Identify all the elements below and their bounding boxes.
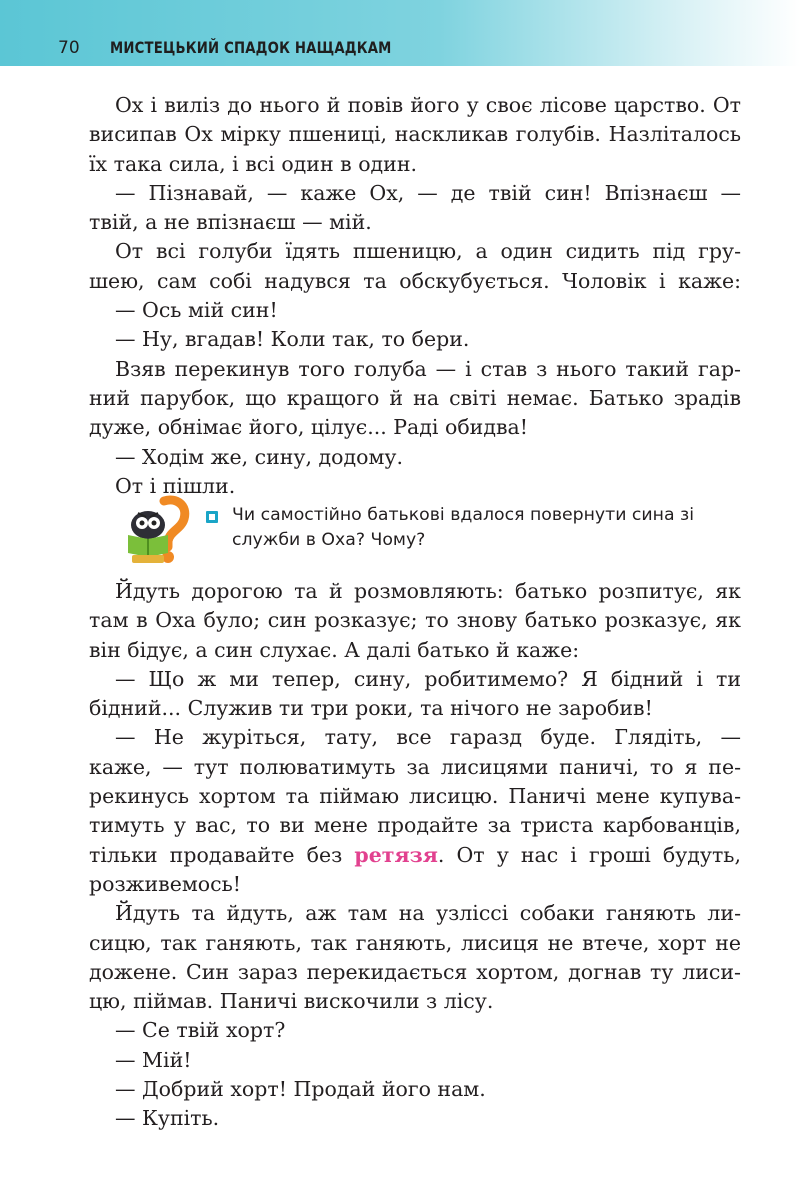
text-line: Йдуть дорогою та й розмовляють: батько розпитує, як xyxy=(115,579,741,603)
text-line-with-term xyxy=(89,841,741,870)
text-line: Ох і виліз до нього й повів його у своє лісове царство. От xyxy=(115,93,741,117)
text-line: твій, а не впізнаєш — мій. xyxy=(89,210,372,235)
text-line: цю, піймав. Паничі вискочили з лісу. xyxy=(89,989,494,1014)
text-fragment: . От у нас і гроші будуть, xyxy=(437,842,741,867)
text-line: він бідує, а син слухає. А далі батько й каже: xyxy=(89,637,580,662)
text-line: — Купіть. xyxy=(115,1106,220,1131)
text-line: тимуть у вас, то ви мене продайте за триста карбованців, xyxy=(89,813,741,838)
text-line: — Ну, вгадав! Коли так, то бери. xyxy=(115,327,470,352)
text-line: — Добрий хорт! Продай його нам. xyxy=(115,1077,486,1102)
text-line: Взяв перекинув того голуба — і став з нього такий гар- xyxy=(115,356,741,381)
text-line: От всі голуби їдять пшеницю, а один сидить під гру- xyxy=(115,239,741,264)
question-line: служби в Оха? Чому? xyxy=(232,530,426,550)
section-title: МИСТЕЦЬКИЙ СПАДОК НАЩАДКАМ xyxy=(110,38,392,57)
text-line: — Не журіться, тату, все гаразд буде. Глядіть, — xyxy=(115,725,741,750)
text-fragment: тільки продавайте без xyxy=(89,842,343,867)
text-line: — Ходім же, сину, додому. xyxy=(115,444,403,469)
question-callout xyxy=(118,495,758,565)
text-line: сицю, так ганяють, так ганяють, лисиця не втече, хорт не xyxy=(89,930,741,955)
question-bullet-icon xyxy=(206,511,218,523)
text-line: бідний... Служив ти три роки, та нічого не заробив! xyxy=(89,696,653,721)
text-line: ний парубок, що кращого й на світі немає. Батько зрадів xyxy=(89,385,741,410)
text-line: От і пішли. xyxy=(115,473,236,498)
page-header xyxy=(0,0,800,66)
question-text xyxy=(232,503,752,553)
text-line: дуже, обнімає його, цілує... Раді обидва! xyxy=(89,415,528,440)
highlighted-term: ретязя xyxy=(354,842,438,867)
question-line: Чи самостійно батькові вдалося повернути сина зі xyxy=(232,505,695,525)
text-line: Йдуть та йдуть, аж там на узліссі собаки ганяють ли- xyxy=(115,901,741,926)
page-number: 70 xyxy=(58,38,80,58)
text-line: розживемось! xyxy=(89,871,242,896)
text-line: — Се твій хорт? xyxy=(115,1018,286,1043)
text-line: їх така сила, і всі один в один. xyxy=(89,151,418,176)
story-text-bottom xyxy=(89,577,741,1134)
text-line: — Що ж ми тепер, сину, робитимемо? Я бідний і ти xyxy=(115,666,741,691)
story-text-top xyxy=(89,91,741,501)
text-line: там в Оха було; син розказує; то знову батько розказує, як xyxy=(89,608,741,633)
owl-mascot-icon xyxy=(118,495,192,565)
text-line: висипав Ох мірку пшениці, наскликав голубів. Назліталось xyxy=(89,122,741,147)
text-line: рекинусь хортом та піймаю лисицю. Паничі мене купува- xyxy=(89,784,741,809)
text-line: — Ось мій син! xyxy=(115,298,278,323)
text-line: — Пізнавай, — каже Ох, — де твій син! Впізнаєш — xyxy=(115,180,741,205)
text-line: каже, — тут полюватимуть за лисицями паничі, то я пе- xyxy=(89,754,741,779)
text-line: шею, сам собі надувся та обскубується. Чоловік і каже: xyxy=(89,268,741,293)
text-line: — Мій! xyxy=(115,1047,192,1072)
text-line: дожене. Син зараз перекидається хортом, догнав ту лиси- xyxy=(89,959,741,984)
